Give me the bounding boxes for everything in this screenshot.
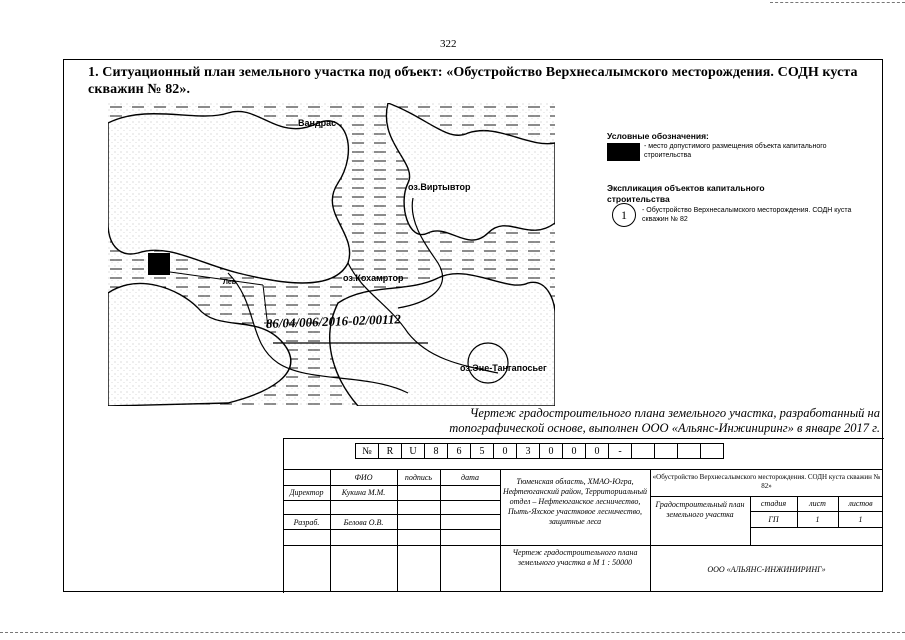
explication-description: - Обустройство Верхнесалымского месторождения. СОДН куста скважин № 82 — [642, 207, 852, 223]
stamp-line — [283, 469, 883, 470]
page-title: 1. Ситуационный план земельного участка под объект: «Обустройство Верхнесалымского месторождения. СОДН куста скважин № 82». — [88, 65, 858, 97]
row1-role: Директор — [289, 488, 324, 497]
col-fio: ФИО — [354, 473, 373, 482]
document-type: Градостроительный план земельного участка — [655, 500, 745, 519]
scan-edge-bottom — [0, 632, 905, 633]
label-virtyvtor: оз.Виртывтор — [408, 182, 471, 192]
registry-cell — [701, 444, 724, 459]
stamp-line — [283, 514, 500, 515]
registry-cell: № — [356, 444, 379, 459]
registry-cell — [678, 444, 701, 459]
label-vandras: Вандрас — [298, 118, 337, 128]
location-text: Тюменская область, ХМАО-Югра, Нефтеюганский район, Территориальный отдел – Нефтеюганское лесничество, Пыть-Яхское участковое лесничество, защитные леса — [502, 477, 648, 526]
stamp-line — [283, 500, 500, 501]
stamp-line — [650, 496, 883, 497]
registry-cell: 8 — [425, 444, 448, 459]
registry-cell: 3 — [517, 444, 540, 459]
stamp-line — [283, 485, 500, 486]
row2-name: Белова О.В. — [343, 518, 384, 527]
registry-cell: 0 — [494, 444, 517, 459]
drawing-caption: Чертеж градостроительного плана земельного участка, разработанный на топографической основе, выполнен ООО «Альянс-Инжиниринг» в январе 2017 г. — [449, 406, 880, 435]
label-small: Лев — [223, 279, 237, 286]
registry-cell: U — [402, 444, 425, 459]
stamp-line — [500, 469, 501, 592]
stamp-line — [750, 527, 883, 528]
project-name: «Обустройство Верхнесалымского месторождения. СОДН куста скважин № 82» — [652, 473, 881, 490]
col-date: дата — [461, 473, 479, 482]
registry-cell: 0 — [563, 444, 586, 459]
drawing-scale-text: Чертеж градостроительного плана земельного участка в М 1 : 50000 — [512, 548, 638, 567]
sheet-label: лист — [809, 499, 826, 508]
stamp-line — [750, 511, 883, 512]
scan-edge-top — [770, 2, 905, 3]
col-sign: подпись — [404, 473, 433, 482]
stage-label: стадия — [760, 499, 787, 508]
registry-cell: R — [379, 444, 402, 459]
situational-map — [108, 103, 555, 406]
legend-title: Условные обозначения: — [607, 131, 709, 141]
registry-cell: - — [609, 444, 632, 459]
explication-title: Экспликация объектов капитального строительства — [607, 183, 765, 204]
site-marker — [148, 253, 170, 275]
stage-value: ГП — [768, 515, 779, 524]
row2-role: Разраб. — [293, 518, 320, 527]
label-ene-tangaposieg: оз.Эне-Тангапосьег — [460, 363, 547, 373]
registry-cell — [655, 444, 678, 459]
stamp-line — [440, 469, 441, 592]
page-number: 322 — [440, 38, 457, 50]
label-kokhamrtor: оз.Кохамртор — [343, 273, 404, 283]
stamp-line — [397, 469, 398, 592]
registry-cell: 0 — [540, 444, 563, 459]
registry-cell: 6 — [448, 444, 471, 459]
company-name: ООО «АЛЬЯНС-ИНЖИНИРИНГ» — [707, 565, 826, 574]
registry-cell: 0 — [586, 444, 609, 459]
legend-description: - место допустимого размещения объекта капитального строительства — [644, 143, 827, 159]
cadastral-number: 86/04/006/2016-02/00112 — [265, 311, 402, 331]
sheets-value: 1 — [858, 515, 863, 524]
registry-cell: 5 — [471, 444, 494, 459]
stamp-line — [283, 529, 500, 530]
sheets-label: листов — [848, 499, 873, 508]
registry-number — [355, 443, 724, 459]
stamp-line — [283, 545, 883, 546]
registry-cell — [632, 444, 655, 459]
explication-number: 1 — [612, 203, 636, 227]
map-texture — [108, 103, 555, 406]
row1-name: Кукина М.М. — [341, 488, 386, 497]
sheet-value: 1 — [815, 515, 820, 524]
legend-swatch — [607, 143, 640, 161]
